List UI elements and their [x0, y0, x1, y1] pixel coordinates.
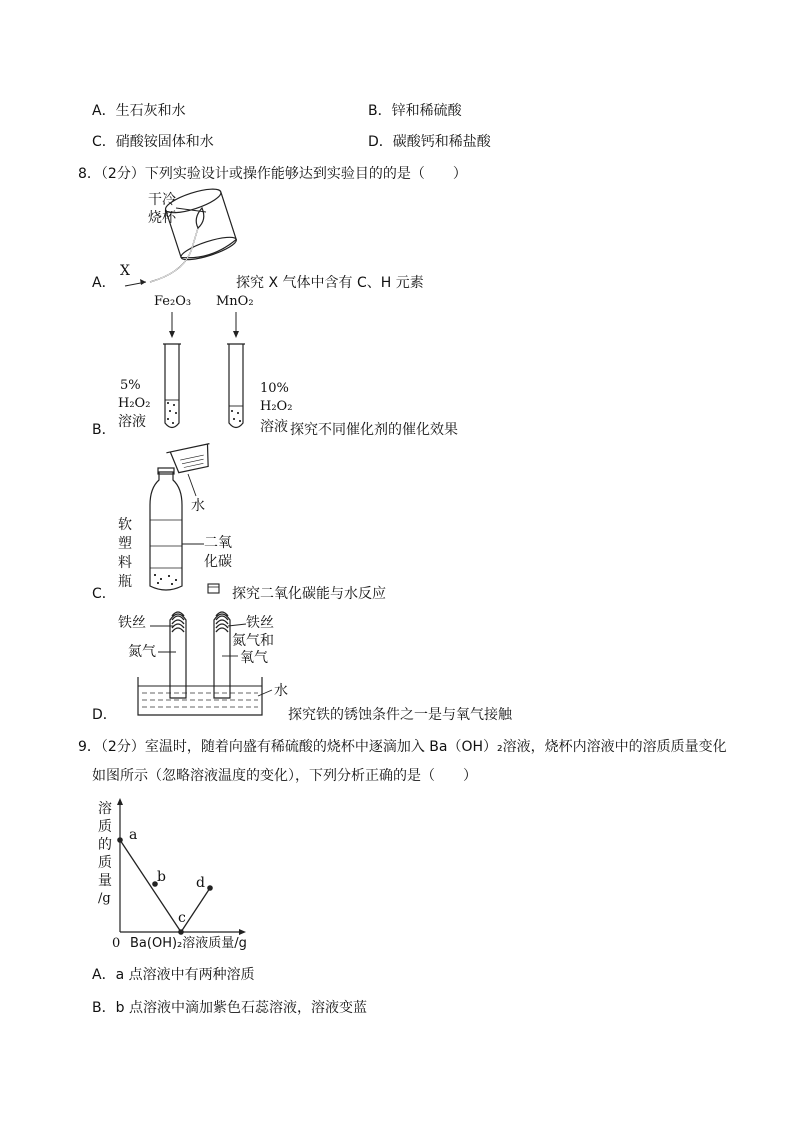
q8d-caption: 探究铁的锈蚀条件之一是与氧气接触: [288, 707, 512, 723]
q9-label-a: a: [129, 827, 138, 843]
q8c-bottle-char-2: 塑: [118, 536, 132, 552]
q8d-label-iron-wire-right: 铁丝: [246, 615, 274, 631]
q8a-label-x: X: [120, 263, 130, 279]
q9-ylabel-unit: /g: [98, 891, 111, 906]
q9-ylabel-char-4: 质: [98, 855, 112, 871]
q9-point-a: [117, 837, 123, 843]
q8c-co2-line2: 化碳: [204, 554, 232, 570]
q8b-solution-right: 溶液: [260, 419, 288, 435]
q8d-label-water: 水: [274, 683, 288, 699]
q9-ylabel-char-3: 的: [98, 837, 112, 853]
q9-ylabel-char-5: 量: [98, 873, 112, 889]
q8c-letter: C．: [92, 586, 116, 602]
q7-option-a: A．生石灰和水: [92, 103, 186, 119]
q8b-reagent-mno2: MnO₂: [216, 294, 254, 309]
q8a-label-beaker: 烧杯: [148, 210, 176, 226]
q8c-bottle-char-4: 瓶: [118, 574, 132, 590]
q8c-label-water: 水: [191, 498, 205, 514]
q8b-letter: B．: [92, 422, 116, 438]
q9-option-b: B．b 点溶液中滴加紫色石蕊溶液，溶液变蓝: [92, 1000, 367, 1016]
q8b-solution-left: 溶液: [118, 414, 146, 430]
q9-stem-line2: 如图所示（忽略溶液温度的变化），下列分析正确的是（ ）: [92, 768, 477, 784]
q9-option-a: A．a 点溶液中有两种溶质: [92, 967, 255, 983]
q9-label-b: b: [157, 869, 166, 885]
q8-stem: 8．（2分）下列实验设计或操作能够达到实验目的的是（ ）: [78, 166, 467, 182]
q7-option-d: D．碳酸钙和稀盐酸: [368, 134, 491, 150]
q9-xlabel: Ba(OH)₂溶液质量/g: [130, 936, 247, 951]
q8c-bottle-char-3: 料: [118, 555, 132, 571]
q8d-label-iron-wire-left: 铁丝: [118, 615, 146, 631]
q9-stem-line1: 9．（2分）室温时，随着向盛有稀硫酸的烧杯中逐滴加入 Ba（OH）₂溶液，烧杯内溶液中的溶质质量变化: [78, 739, 727, 755]
q9-ylabel-char-1: 溶: [98, 801, 112, 817]
q8c-co2-line1: 二氧: [204, 535, 232, 551]
q8a-label-dry-cold: 干冷: [148, 192, 176, 208]
q8b-caption: 探究不同催化剂的催化效果: [290, 422, 458, 438]
q8b-conc-left: 5%: [120, 378, 141, 393]
q8c-caption: 探究二氧化碳能与水反应: [232, 586, 386, 602]
q9-label-d: d: [196, 875, 205, 891]
q9-label-c: c: [178, 910, 186, 926]
q8c-bottle-char-1: 软: [118, 517, 132, 533]
q8d-label-nitrogen-and: 氮气和: [232, 633, 274, 649]
q8b-h2o2-right: H₂O₂: [260, 399, 293, 414]
q8a-caption: 探究 X 气体中含有 C、H 元素: [236, 275, 424, 291]
q9-point-c: [178, 929, 184, 935]
q8b-h2o2-left: H₂O₂: [118, 396, 151, 411]
q9-curve-decreasing: [120, 840, 181, 932]
q8b-conc-right: 10%: [260, 381, 289, 396]
q8d-label-oxygen: 氧气: [240, 650, 268, 666]
q9-point-d: [207, 885, 213, 891]
q9-origin: 0: [112, 936, 121, 951]
q8d-letter: D．: [92, 707, 117, 723]
q9-y-axis-arrow: [117, 798, 123, 805]
q7-option-b: B．锌和稀硫酸: [368, 103, 462, 119]
q7-option-c: C．硝酸铵固体和水: [92, 134, 214, 150]
q9-ylabel-char-2: 质: [98, 819, 112, 835]
q8a-letter: A．: [92, 275, 116, 291]
q8d-label-nitrogen: 氮气: [128, 644, 156, 660]
q8b-reagent-fe2o3: Fe₂O₃: [154, 294, 192, 309]
